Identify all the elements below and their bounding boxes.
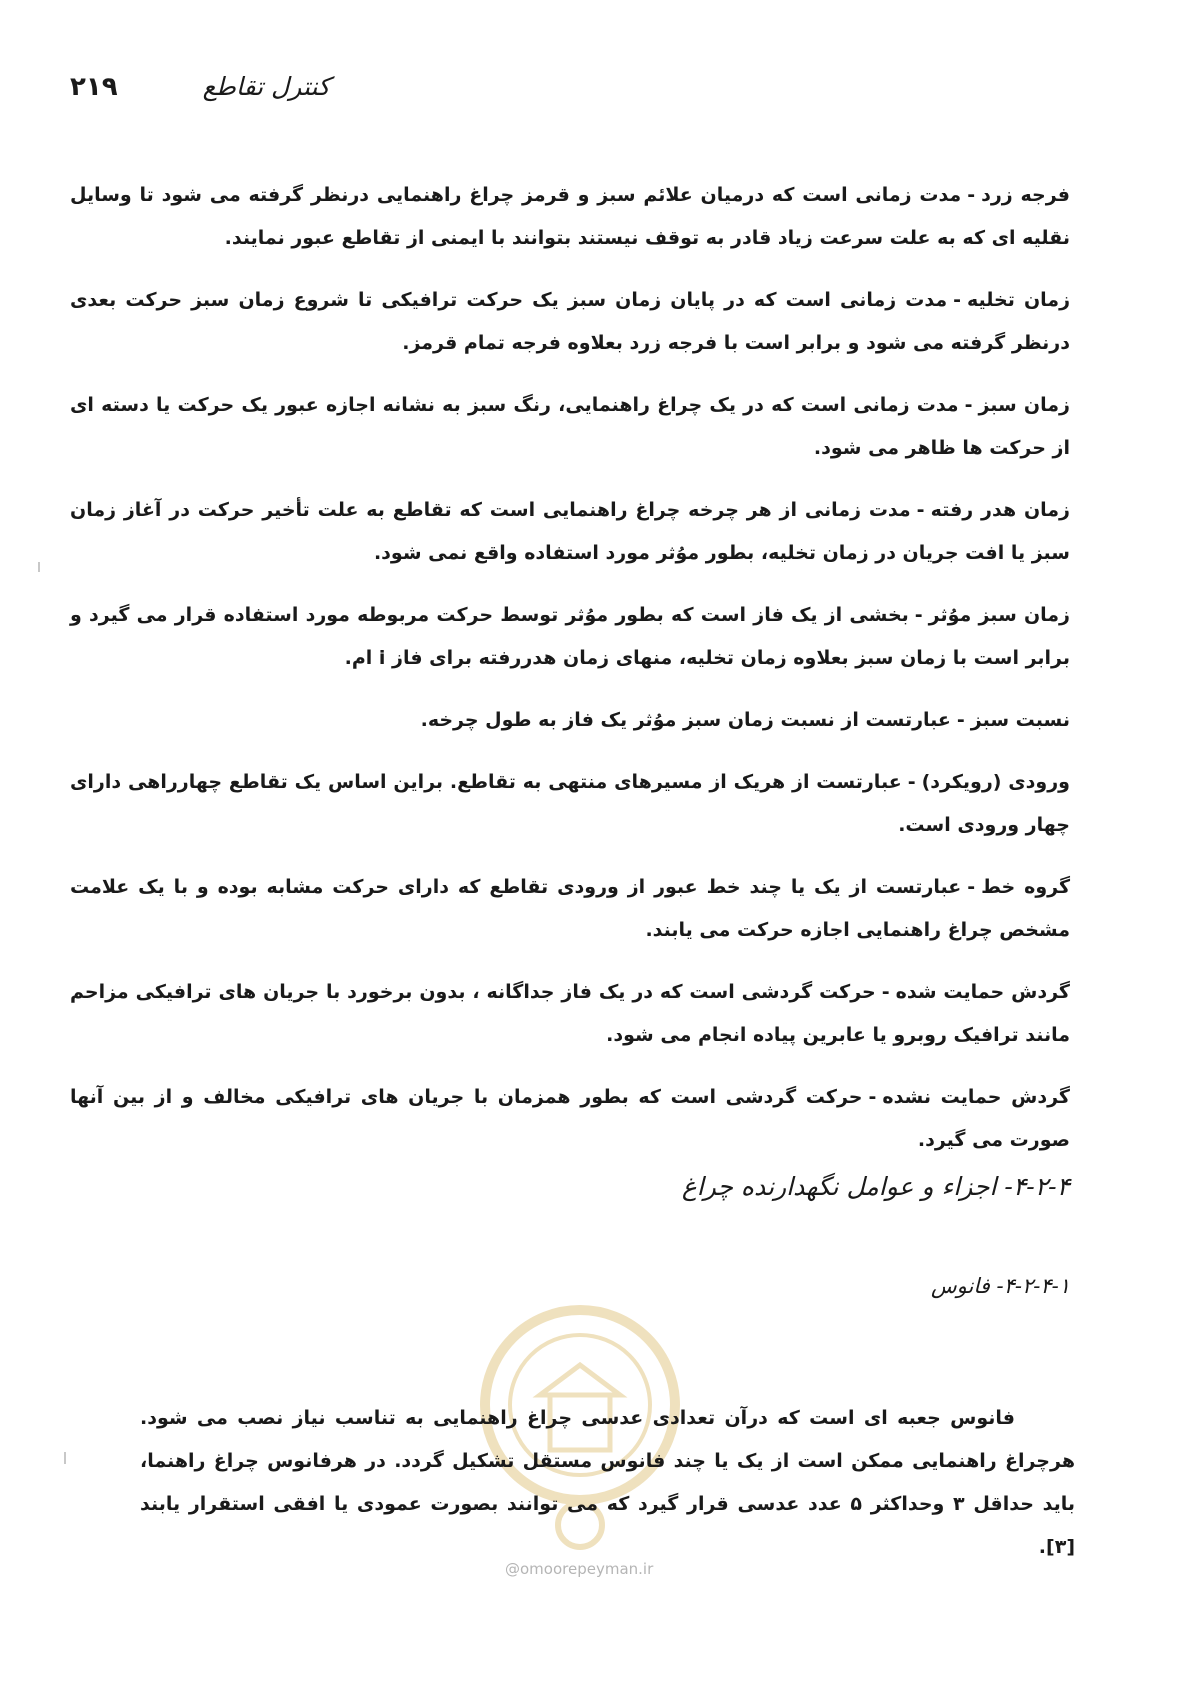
definition-separator: - <box>881 981 890 1003</box>
definition-text: بخشی از یک فاز است که بطور موُثر توسط حرکت مربوطه مورد استفاده قرار می گیرد و برابر است با زمان سبز بعلاوه زمان تخلیه، منهای زمان هدررفته برای فاز i ام. <box>70 604 1070 669</box>
definition-text: حرکت گردشی است که بطور همزمان با جریان های ترافیکی مخالف و از بین آنها صورت می گیرد. <box>70 1086 1070 1151</box>
definition-item <box>70 866 1070 952</box>
definition-text: مدت زمانی است که در پایان زمان سبز یک حرکت ترافیکی تا شروع زمان سبز حرکت بعدی درنظر گرفته می شود و برابر است با فرجه زرد بعلاوه فرجه تمام قرمز. <box>70 289 1070 354</box>
definition-term: گروه خط <box>981 876 1070 898</box>
definition-separator: - <box>964 394 973 416</box>
definition-item <box>70 174 1070 260</box>
definition-text: عبارتست از نسبت زمان سبز موُثر یک فاز به طول چرخه. <box>420 709 951 731</box>
definition-item <box>70 761 1070 847</box>
definition-term: زمان تخلیه <box>967 289 1071 311</box>
page-header <box>70 66 330 106</box>
definitions-list <box>70 155 1070 1181</box>
subsection-heading: ۴-۲-۴-۱- فانوس <box>931 1274 1070 1298</box>
definition-text: مدت زمانی از هر چرخه چراغ راهنمایی است که تقاطع به علت تأخیر حرکت در آغاز زمان سبز یا افت جریان در زمان تخلیه، بطور موُثر مورد استفاده واقع نمی شود. <box>70 499 1070 564</box>
scan-mark <box>64 1452 66 1464</box>
definition-item <box>70 384 1070 470</box>
watermark-url: @omoorepeyman.ir <box>505 1560 654 1578</box>
definition-term: فرجه زرد <box>981 184 1070 206</box>
definition-term: زمان سبز <box>978 394 1070 416</box>
definition-text: عبارتست از یک یا چند خط عبور از ورودی تقاطع که دارای حرکت مشابه بوده و با یک علامت مشخص چراغ راهنمایی اجازه حرکت می یابند. <box>70 876 1070 941</box>
scan-mark <box>38 562 40 572</box>
definition-term: ورودی (رویکرد) <box>921 771 1070 793</box>
watermark-roof-icon <box>540 1365 620 1395</box>
definition-text: حرکت گردشی است که در یک فاز جداگانه ، بدون برخورد با جریان های ترافیکی مزاحم مانند ترافیک روبرو یا عابرین پیاده انجام می شود. <box>70 981 1070 1046</box>
definition-separator: - <box>956 709 965 731</box>
definition-term: گردش حمایت شده <box>895 981 1070 1003</box>
definition-item <box>70 1076 1070 1162</box>
definition-term: زمان سبز موُثر <box>928 604 1070 626</box>
definition-item <box>70 594 1070 680</box>
running-title: کنترل تقاطع <box>202 72 330 101</box>
definition-item <box>70 699 1070 742</box>
body-paragraph: فانوس جعبه ای است که درآن تعدادی عدسی چراغ راهنمایی به تناسب نیاز نصب می شود. هرچراغ راهنمایی ممکن است از یک یا چند فانوس مستقل تشکیل گردد. در هرفانوس چراغ راهنما، باید حداقل ۳ وحداکثر ۵ عدد عدسی قرار گیرد که می توانند بصورت عمودی یا افقی استقرار یابند [۳]. <box>140 1407 1075 1558</box>
definition-separator: - <box>907 771 916 793</box>
definition-item <box>70 279 1070 365</box>
definition-item <box>70 489 1070 575</box>
definition-text: عبارتست از هریک از مسیرهای منتهی به تقاطع. براین اساس یک تقاطع چهارراهی دارای چهار ورودی است. <box>70 771 1070 836</box>
definition-separator: - <box>953 289 961 311</box>
definition-separator: - <box>967 876 976 898</box>
definition-text: مدت زمانی است که در یک چراغ راهنمایی، رنگ سبز به نشانه اجازه عبور یک حرکت یا دسته ای از حرکت ها ظاهر می شود. <box>70 394 1070 459</box>
page-number: ۲۱۹ <box>70 72 118 102</box>
definition-separator: - <box>868 1086 877 1108</box>
definition-term: نسبت سبز <box>970 709 1070 731</box>
section-heading: ۴-۲-۴- اجزاء و عوامل نگهدارنده چراغ <box>681 1172 1070 1201</box>
definition-separator: - <box>914 604 923 626</box>
definition-item <box>70 971 1070 1057</box>
definition-term: زمان هدر رفته <box>930 499 1071 521</box>
definition-term: گردش حمایت نشده <box>882 1086 1070 1108</box>
definition-separator: - <box>967 184 976 206</box>
definition-separator: - <box>916 499 925 521</box>
definition-text: مدت زمانی است که درمیان علائم سبز و قرمز چراغ راهنمایی درنظر گرفته می شود تا وسایل نقلیه ای که به علت سرعت زیاد قادر به توقف نیستند بتوانند با ایمنی از تقاطع عبور نمایند. <box>70 184 1070 249</box>
